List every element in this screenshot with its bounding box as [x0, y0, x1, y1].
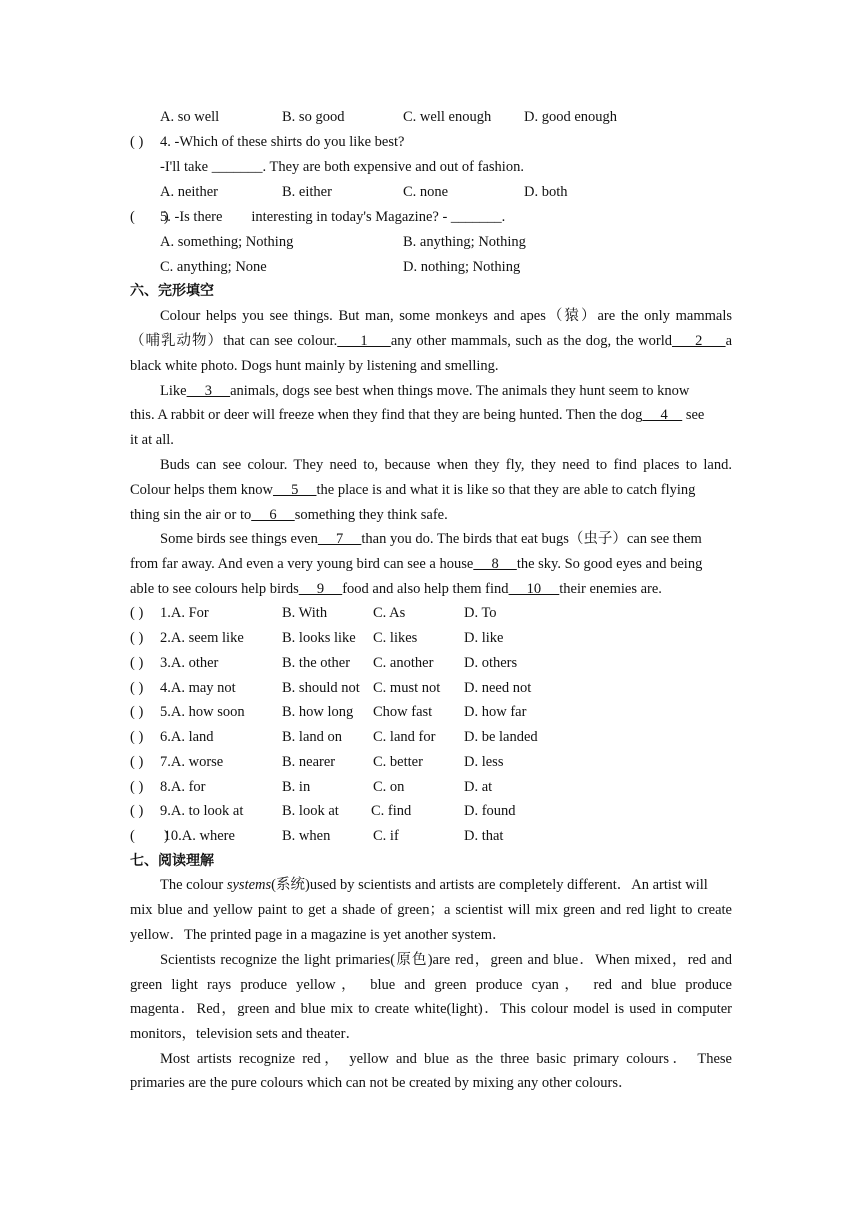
- blank-7: 7: [317, 531, 362, 547]
- option-c: C. land for: [373, 729, 436, 745]
- cloze-question-row: [130, 603, 732, 623]
- option-d: D. To: [464, 605, 497, 621]
- q5-options-row2: [160, 257, 732, 277]
- option-a: 8.A. for: [160, 779, 206, 795]
- cloze-p2-line3: it at all.: [130, 432, 174, 448]
- text: see: [682, 407, 705, 423]
- answer-paren: ( ): [130, 828, 169, 844]
- question-4-line2: -I'll take _______. They are both expensive and out of fashion.: [160, 159, 524, 175]
- answer-paren: ( ): [130, 704, 144, 720]
- cloze-p4-line2: [130, 554, 732, 574]
- text: a: [725, 333, 733, 349]
- option-c: C. As: [373, 605, 406, 621]
- question-stem: 4. -Which of these shirts do you like best?: [160, 134, 405, 150]
- option-a: 5.A. how soon: [160, 704, 245, 720]
- text: any other mammals, such as the dog, the world: [390, 333, 672, 349]
- reading-p3-line2: primaries are the pure colours which can not be created by mixing any other colours．: [130, 1075, 633, 1091]
- text: food and also help them find: [342, 581, 509, 597]
- cloze-p3-line1: Buds can see colour. They need to, because when they fly, they need to find places to land.: [160, 457, 732, 473]
- option-d: D. others: [464, 655, 518, 671]
- reading-p2-line2: green light rays produce yellow， blue and green produce cyan， red and blue produce: [130, 977, 732, 993]
- reading-p1-line2: mix blue and yellow paint to get a shade of green；a scientist will mix green and red light to create: [130, 902, 732, 918]
- cloze-p2-line2: [130, 405, 732, 425]
- option-d: D. nothing; Nothing: [403, 259, 521, 275]
- text: the place is and what it is like so that they are able to catch flying: [316, 482, 696, 498]
- answer-paren: ( ): [130, 729, 144, 745]
- option-c: C. well enough: [403, 109, 492, 125]
- question-stem: 5. -Is there interesting in today's Magazine? - _______.: [160, 209, 506, 225]
- reading-p2-line4: monitors，television sets and theater．: [130, 1026, 360, 1042]
- answer-paren: ( ): [130, 803, 144, 819]
- q3-options: [160, 107, 732, 127]
- text: from far away. And even a very young bird can see a house: [130, 556, 474, 572]
- q5-options-row1: [160, 232, 732, 252]
- blank-9: 9: [298, 581, 343, 597]
- cloze-p3-line3: [130, 505, 732, 525]
- text: Colour helps them know: [130, 482, 273, 498]
- answer-paren: ( ): [130, 605, 144, 621]
- reading-p2-line3: magenta．Red，green and blue mix to create white(light)．This colour model is used in computer: [130, 1001, 732, 1017]
- text: (系统)used by scientists and artists are completely different．An artist will: [271, 877, 708, 893]
- cloze-p2-line1: [160, 381, 732, 401]
- cloze-p4-line1: [160, 529, 732, 549]
- cloze-question-row: [130, 727, 732, 747]
- blank-3: 3: [186, 383, 231, 399]
- option-c: Chow fast: [373, 704, 433, 720]
- reading-p3-line1: Most artists recognize red， yellow and blue as the three basic primary colours． These: [160, 1051, 732, 1067]
- text: Some birds see things even: [160, 531, 318, 547]
- option-d: D. how far: [464, 704, 527, 720]
- option-b: B. land on: [282, 729, 343, 745]
- option-b: B. look at: [282, 803, 339, 819]
- option-b: B. how long: [282, 704, 354, 720]
- option-a: 3.A. other: [160, 655, 219, 671]
- option-a: 2.A. seem like: [160, 630, 244, 646]
- option-c: C. none: [403, 184, 449, 200]
- question-5: [130, 207, 732, 227]
- answer-paren: ( ): [130, 754, 144, 770]
- blank-8: 8: [473, 556, 517, 572]
- blank-6: 6: [251, 507, 295, 523]
- answer-paren: ( ): [130, 630, 144, 646]
- option-d: D. like: [464, 630, 504, 646]
- text: Like: [160, 383, 187, 399]
- blank-2: 2: [671, 333, 726, 349]
- option-d: D. found: [464, 803, 516, 819]
- answer-paren: ( ): [130, 779, 144, 795]
- section-heading-cloze: 六、完形填空: [130, 283, 214, 299]
- text: the sky. So good eyes and being: [516, 556, 703, 572]
- option-d: D. be landed: [464, 729, 538, 745]
- text: this. A rabbit or deer will freeze when they find that they are being hunted. Then the dog: [130, 407, 643, 423]
- blank-5: 5: [272, 482, 317, 498]
- option-c: C. if: [373, 828, 399, 844]
- option-a: 1.A. For: [160, 605, 209, 621]
- text: The colour: [160, 877, 227, 893]
- text: animals, dogs see best when things move. The animals they hunt seem to know: [230, 383, 690, 399]
- option-d: D. need not: [464, 680, 532, 696]
- option-b: B. so good: [282, 109, 345, 125]
- italic-term: systems: [226, 877, 272, 893]
- option-c: C. find: [371, 803, 412, 819]
- cloze-question-row: [130, 678, 732, 698]
- option-d: D. at: [464, 779, 493, 795]
- answer-paren: ( ): [130, 209, 169, 225]
- answer-paren: ( ): [130, 655, 144, 671]
- cloze-question-row: [130, 826, 732, 846]
- cloze-p1-line1: Colour helps you see things. But man, some monkeys and apes（猿）are the only mammals: [160, 308, 732, 324]
- option-b: B. nearer: [282, 754, 336, 770]
- option-c: C. on: [373, 779, 405, 795]
- cloze-question-row: [130, 777, 732, 797]
- option-c: C. better: [373, 754, 423, 770]
- section-heading-reading: 七、阅读理解: [130, 853, 214, 869]
- option-c: C. anything; None: [160, 259, 267, 275]
- option-d: D. both: [524, 184, 568, 200]
- option-b: B. either: [282, 184, 332, 200]
- option-b: B. the other: [282, 655, 351, 671]
- text: able to see colours help birds: [130, 581, 299, 597]
- answer-paren: ( ): [130, 134, 144, 150]
- option-a: A. something; Nothing: [160, 234, 294, 250]
- cloze-p1-line2: [130, 331, 732, 351]
- option-d: D. less: [464, 754, 504, 770]
- option-a: 7.A. worse: [160, 754, 224, 770]
- blank-10: 10: [508, 581, 560, 597]
- option-a: 9.A. to look at: [160, 803, 244, 819]
- reading-p1-line1: [160, 875, 732, 895]
- option-c: C. another: [373, 655, 434, 671]
- reading-p2-line1: Scientists recognize the light primaries(原色)are red，green and blue．When mixed，red and: [160, 952, 732, 968]
- option-b: B. in: [282, 779, 311, 795]
- option-b: B. looks like: [282, 630, 356, 646]
- cloze-p4-line3: [130, 579, 732, 599]
- text: than you do. The birds that eat bugs（虫子）can see them: [361, 531, 702, 547]
- option-b: B. With: [282, 605, 328, 621]
- option-a: 4.A. may not: [160, 680, 236, 696]
- option-a: A. neither: [160, 184, 218, 200]
- option-d: D. good enough: [524, 109, 618, 125]
- reading-p1-line3: yellow．The printed page in a magazine is yet another system．: [130, 927, 507, 943]
- option-a: 10.A. where: [160, 828, 235, 844]
- cloze-question-row: [130, 702, 732, 722]
- option-b: B. when: [282, 828, 331, 844]
- option-c: C. must not: [373, 680, 441, 696]
- option-d: D. that: [464, 828, 504, 844]
- text: thing sin the air or to: [130, 507, 252, 523]
- cloze-question-row: [130, 653, 732, 673]
- option-a: A. so well: [160, 109, 220, 125]
- answer-paren: ( ): [130, 680, 144, 696]
- cloze-question-row: [130, 801, 732, 821]
- cloze-p1-line3: black white photo. Dogs hunt mainly by listening and smelling.: [130, 358, 499, 374]
- question-4: [130, 132, 732, 152]
- q4-options: [160, 182, 732, 202]
- text: something they think safe.: [294, 507, 448, 523]
- blank-1: 1: [337, 333, 391, 349]
- option-b: B. should not: [282, 680, 360, 696]
- cloze-question-row: [130, 628, 732, 648]
- cloze-p3-line2: [130, 480, 732, 500]
- text: their enemies are.: [559, 581, 662, 597]
- option-a: 6.A. land: [160, 729, 214, 745]
- text: （哺乳动物）that can see colour.: [130, 333, 338, 349]
- blank-4: 4: [642, 407, 683, 423]
- option-b: B. anything; Nothing: [403, 234, 526, 250]
- option-c: C. likes: [373, 630, 418, 646]
- cloze-question-row: [130, 752, 732, 772]
